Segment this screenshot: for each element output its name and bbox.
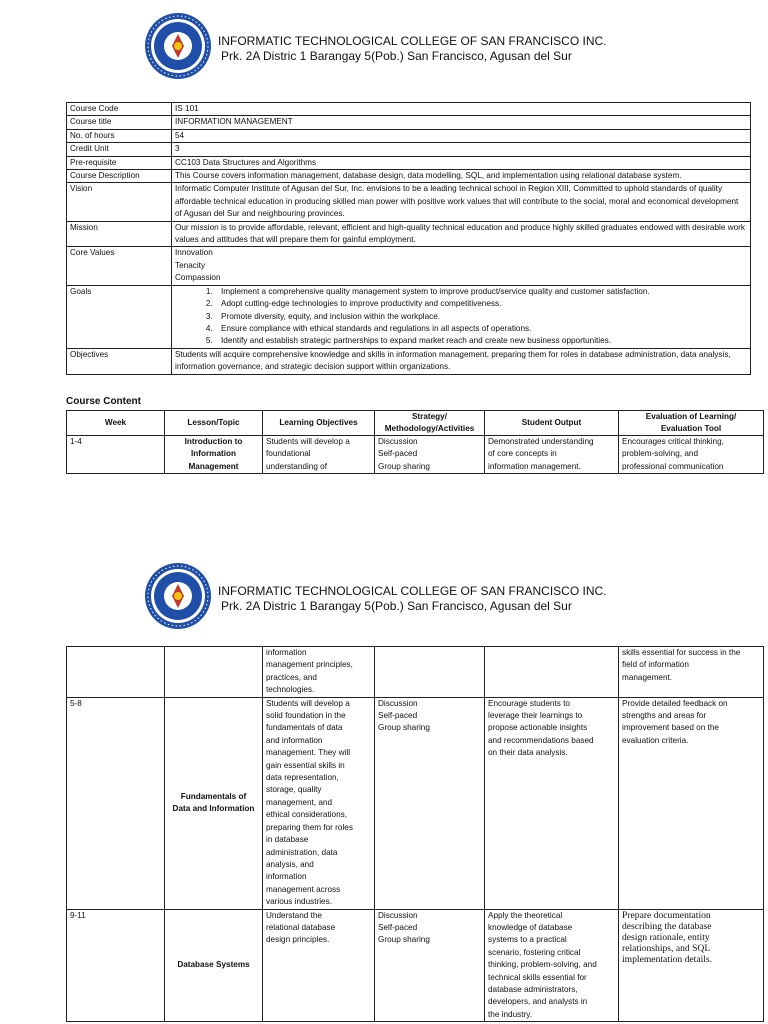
college-name: INFORMATIC TECHNOLOGICAL COLLEGE OF SAN FRANCISCO INC. — [218, 584, 607, 598]
course-title-label: Course title — [67, 116, 172, 129]
table-row — [67, 348, 751, 374]
objectives-cell: Understand the relational database design principles. — [263, 909, 375, 1022]
objectives-cell: Students will develop a solid foundation in the fundamentals of data and information management. They will gain essential skills in data representation, storage, quality management, and ethical considerations, preparing them for roles in database administration, data analysis, and information management across various industries. — [263, 697, 375, 909]
vision-value: Informatic Computer Institute of Agusan del Sur, Inc. envisions to be a leading technical school in Region XIII, Committed to uphold standards of quality affordable technical education in producing skilled man power with positive work values that will contribute to the social, moral and economical development of Agusan del Sur and neighbouring provinces. — [172, 183, 751, 221]
goal-item: 3. Promote diversity, equity, and inclusion within the workplace. — [215, 311, 747, 323]
lesson-cell: Fundamentals of Data and Information — [165, 697, 263, 909]
goals-label: Goals — [67, 285, 172, 348]
goal-item: 1. Implement a comprehensive quality management system to improve product/service quality and customer satisfaction. — [215, 286, 747, 298]
week-cell: 9-11 — [67, 909, 165, 1022]
table-row — [67, 697, 764, 909]
table-row — [67, 647, 764, 698]
objectives-label: Objectives — [67, 348, 172, 374]
page-header-2 — [144, 562, 744, 632]
goal-item: 2. Adopt cutting-edge technologies to improve productivity and competitiveness. — [215, 298, 747, 310]
core-value-item: Compassion — [175, 273, 221, 283]
table-row — [67, 436, 764, 474]
evaluation-cell: skills essential for success in the field of information management. — [619, 647, 764, 698]
goal-item: 5. Identify and establish strategic partnerships to expand market reach and create new business opportunities. — [215, 335, 747, 347]
table-row — [67, 116, 751, 129]
output-cell: Encourage students to leverage their learnings to propose actionable insights and recommendations based on their data analysis. — [485, 697, 619, 909]
week-cell: 1-4 — [67, 436, 165, 474]
table-row — [67, 909, 764, 1022]
output-cell: Apply the theoretical knowledge of database systems to a practical scenario, fostering critical thinking, problem-solving, and technical skills essential for database administrators, developers, and analysts in the industry. — [485, 909, 619, 1022]
course-content-table — [66, 410, 764, 474]
core-value-item: Innovation — [175, 248, 213, 258]
evaluation-cell: Prepare documentation describing the database design rationale, entity relationships, and SQL implementation details. — [619, 909, 764, 1022]
lesson-cell — [165, 647, 263, 698]
lesson-cell: Database Systems — [165, 909, 263, 1022]
strategy-cell: Discussion Self-paced Group sharing — [375, 697, 485, 909]
college-name: INFORMATIC TECHNOLOGICAL COLLEGE OF SAN FRANCISCO INC. — [218, 34, 607, 48]
mission-value: Our mission is to provide affordable, relevant, efficient and high-quality technical education and produce highly skilled graduates endowed with desirable work values and attitudes that will prepare them for gainful employment. — [172, 221, 751, 247]
mission-label: Mission — [67, 221, 172, 247]
week-cell — [67, 647, 165, 698]
college-address: Prk. 2A Distric 1 Barangay 5(Pob.) San Francisco, Agusan del Sur — [221, 599, 572, 613]
prereq-label: Pre-requisite — [67, 156, 172, 169]
header-week: Week — [67, 411, 165, 436]
table-row — [67, 221, 751, 247]
core-value-item: Tenacity — [175, 260, 206, 270]
table-row — [67, 247, 751, 285]
goals-list — [175, 286, 747, 348]
output-cell — [485, 647, 619, 698]
header-evaluation: Evaluation of Learning/ Evaluation Tool — [619, 411, 764, 436]
header-strategy: Strategy/ Methodology/Activities — [375, 411, 485, 436]
goals-value — [172, 285, 751, 348]
table-row — [67, 170, 751, 183]
vision-label: Vision — [67, 183, 172, 221]
description-value: This Course covers information management, database design, data modelling, SQL, and implementation using relational database system. — [172, 170, 751, 183]
header-lesson: Lesson/Topic — [165, 411, 263, 436]
output-cell: Demonstrated understanding of core concepts in information management. — [485, 436, 619, 474]
prereq-value: CC103 Data Structures and Algorithms — [172, 156, 751, 169]
course-code-label: Course Code — [67, 103, 172, 116]
course-info-table — [66, 102, 751, 375]
objectives-value: Students will acquire comprehensive knowledge and skills in information management, preparing them for roles in database administration, data analysis, information governance, and strategic decision support within organizations. — [172, 348, 751, 374]
description-label: Course Description — [67, 170, 172, 183]
table-row — [67, 156, 751, 169]
lesson-cell: Introduction to Information Management — [165, 436, 263, 474]
table-row — [67, 129, 751, 142]
table-row — [67, 285, 751, 348]
week-cell: 5-8 — [67, 697, 165, 909]
course-title-value: INFORMATION MANAGEMENT — [172, 116, 751, 129]
credit-label: Credit Unit — [67, 143, 172, 156]
strategy-cell — [375, 647, 485, 698]
course-code-value: IS 101 — [172, 103, 751, 116]
evaluation-cell: Provide detailed feedback on strengths and areas for improvement based on the evaluation criteria. — [619, 697, 764, 909]
table-header-row — [67, 411, 764, 436]
strategy-cell: Discussion Self-paced Group sharing — [375, 909, 485, 1022]
core-values-label: Core Values — [67, 247, 172, 285]
objectives-cell: Students will develop a foundational understanding of — [263, 436, 375, 474]
table-row — [67, 183, 751, 221]
strategy-cell: Discussion Self-paced Group sharing — [375, 436, 485, 474]
core-values-value — [172, 247, 751, 285]
evaluation-cell: Encourages critical thinking, problem-solving, and professional communication — [619, 436, 764, 474]
credit-value: 3 — [172, 143, 751, 156]
college-logo-icon — [144, 12, 212, 80]
table-row — [67, 103, 751, 116]
hours-label: No. of hours — [67, 129, 172, 142]
header-objectives: Learning Objectives — [263, 411, 375, 436]
page-header-1 — [144, 12, 744, 82]
college-logo-icon — [144, 562, 212, 630]
table-row — [67, 143, 751, 156]
college-address: Prk. 2A Distric 1 Barangay 5(Pob.) San Francisco, Agusan del Sur — [221, 49, 572, 63]
goal-item: 4. Ensure compliance with ethical standards and regulations in all aspects of operations. — [215, 323, 747, 335]
objectives-cell: information management principles, practices, and technologies. — [263, 647, 375, 698]
course-content-title: Course Content — [66, 396, 141, 407]
hours-value: 54 — [172, 129, 751, 142]
header-output: Student Output — [485, 411, 619, 436]
course-content-table-continued — [66, 646, 764, 1022]
